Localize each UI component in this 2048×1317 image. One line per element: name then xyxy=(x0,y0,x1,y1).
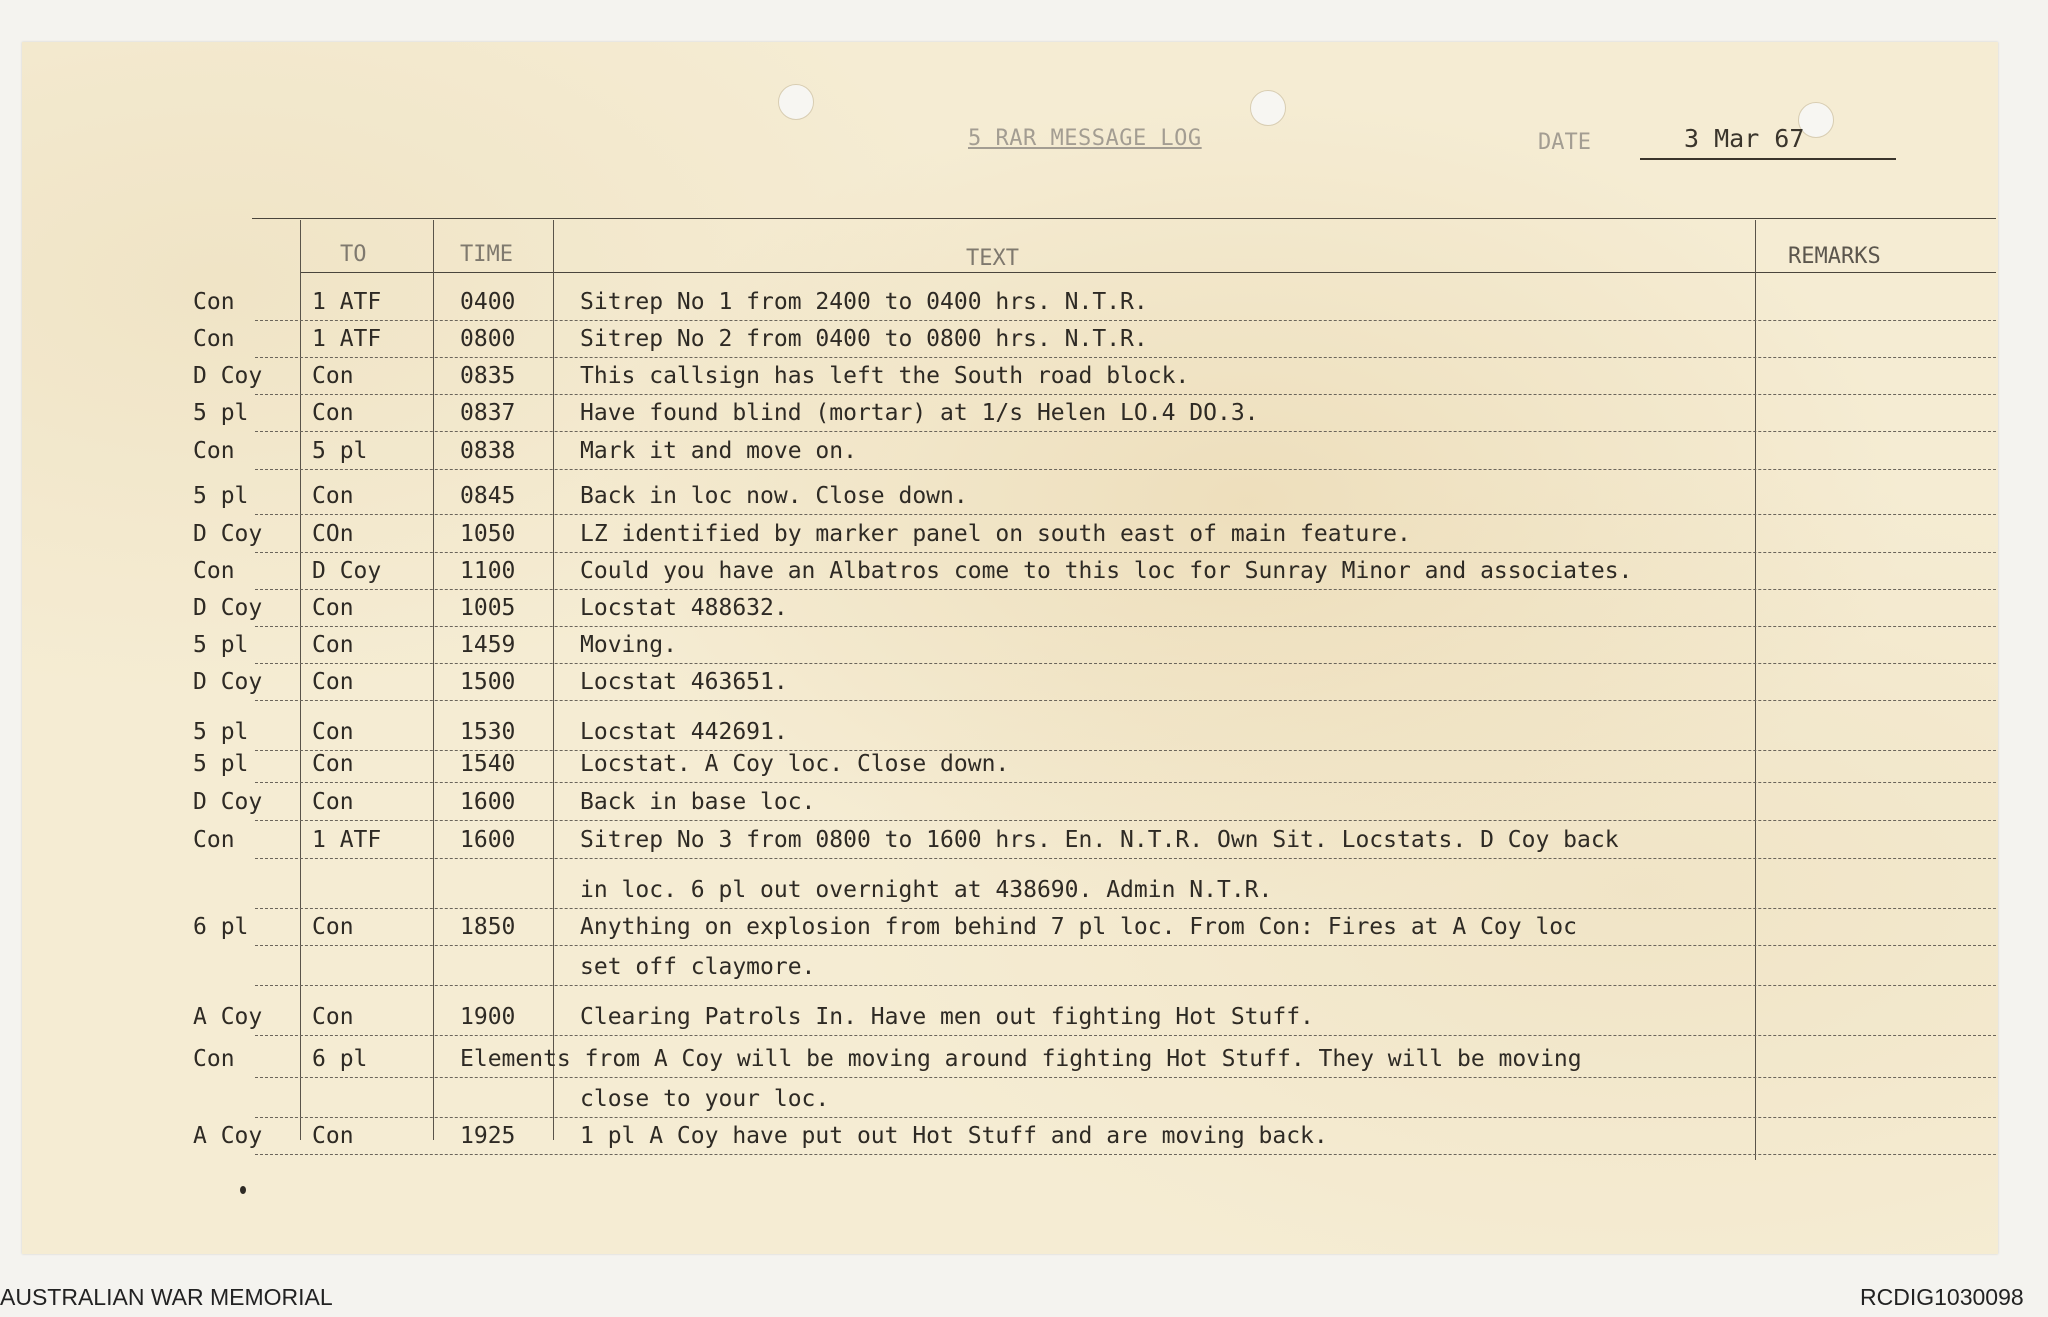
row-time: 0838 xyxy=(460,438,516,464)
row-text: Have found blind (mortar) at 1/s Helen LO.4 DO.3. xyxy=(580,400,1259,426)
row-from: Con xyxy=(193,827,235,853)
row-time: 1600 xyxy=(460,789,516,815)
row-text: Clearing Patrols In. Have men out fighting Hot Stuff. xyxy=(580,1004,1314,1030)
row-time: 1600 xyxy=(460,827,516,853)
row-time: 1050 xyxy=(460,521,516,547)
row-time: 0835 xyxy=(460,363,516,389)
row-text: Locstat 463651. xyxy=(580,669,788,695)
row-to: 1 ATF xyxy=(312,326,382,352)
row-from: D Coy xyxy=(193,669,263,695)
row-text: Elements from A Coy will be moving around fighting Hot Stuff. They will be moving xyxy=(460,1046,1582,1072)
row-to: 1 ATF xyxy=(312,827,382,853)
row-time: 1925 xyxy=(460,1123,516,1149)
row-to: Con xyxy=(312,1123,354,1149)
row-to: 6 pl xyxy=(312,1046,368,1072)
row-time: 0845 xyxy=(460,483,516,509)
row-text-continuation: in loc. 6 pl out overnight at 438690. Admin N.T.R. xyxy=(580,877,1273,903)
row-time: 1100 xyxy=(460,558,516,584)
row-text: 1 pl A Coy have put out Hot Stuff and are moving back. xyxy=(580,1123,1328,1149)
row-text: Locstat. A Coy loc. Close down. xyxy=(580,751,1010,777)
row-to: Con xyxy=(312,914,354,940)
row-text: Back in base loc. xyxy=(580,789,816,815)
row-text: Sitrep No 2 from 0400 to 0800 hrs. N.T.R. xyxy=(580,326,1148,352)
row-time: 0800 xyxy=(460,326,516,352)
row-text: Sitrep No 3 from 0800 to 1600 hrs. En. N.T.R. Own Sit. Locstats. D Coy back xyxy=(580,827,1619,853)
row-time: 1005 xyxy=(460,595,516,621)
punch-hole-middle xyxy=(1250,90,1286,126)
row-from: Con xyxy=(193,438,235,464)
row-to: Con xyxy=(312,632,354,658)
row-to: D Coy xyxy=(312,558,382,584)
footer-source: AUSTRALIAN WAR MEMORIAL xyxy=(0,1284,333,1310)
row-from: 5 pl xyxy=(193,719,249,745)
row-from: D Coy xyxy=(193,595,263,621)
row-from: Con xyxy=(193,1046,235,1072)
row-from: 5 pl xyxy=(193,400,249,426)
row-from: 6 pl xyxy=(193,914,249,940)
row-time: 1500 xyxy=(460,669,516,695)
column-header-time: TIME xyxy=(460,242,513,267)
row-text: Locstat 488632. xyxy=(580,595,788,621)
row-to: Con xyxy=(312,1004,354,1030)
row-from: A Coy xyxy=(193,1004,263,1030)
row-to: Con xyxy=(312,751,354,777)
row-from: Con xyxy=(193,326,235,352)
row-from: Con xyxy=(193,558,235,584)
row-text: Moving. xyxy=(580,632,677,658)
row-time: 0400 xyxy=(460,289,516,315)
row-time: 1540 xyxy=(460,751,516,777)
footer-id: RCDIG1030098 xyxy=(1860,1284,2024,1310)
column-header-to: TO xyxy=(340,242,367,267)
row-from: A Coy xyxy=(193,1123,263,1149)
row-text: Mark it and move on. xyxy=(580,438,857,464)
row-text: Locstat 442691. xyxy=(580,719,788,745)
row-text: Anything on explosion from behind 7 pl loc. From Con: Fires at A Coy loc xyxy=(580,914,1577,940)
row-time: 1459 xyxy=(460,632,516,658)
ink-dot xyxy=(240,1186,246,1194)
row-text: Back in loc now. Close down. xyxy=(580,483,968,509)
row-from: D Coy xyxy=(193,521,263,547)
row-to: Con xyxy=(312,400,354,426)
row-from: 5 pl xyxy=(193,751,249,777)
row-to: Con xyxy=(312,483,354,509)
column-header-remarks: REMARKS xyxy=(1788,244,1881,269)
row-text: Could you have an Albatros come to this loc for Sunray Minor and associates. xyxy=(580,558,1633,584)
row-time: 1530 xyxy=(460,719,516,745)
row-from: 5 pl xyxy=(193,483,249,509)
row-text: Sitrep No 1 from 2400 to 0400 hrs. N.T.R. xyxy=(580,289,1148,315)
row-to: COn xyxy=(312,521,354,547)
document-title: 5 RAR MESSAGE LOG xyxy=(968,126,1202,151)
row-to: Con xyxy=(312,719,354,745)
date-value: 3 Mar 67 xyxy=(1640,124,1896,160)
date-label: DATE xyxy=(1538,130,1591,155)
row-to: Con xyxy=(312,363,354,389)
row-to: 1 ATF xyxy=(312,289,382,315)
row-to: Con xyxy=(312,789,354,815)
row-text: LZ identified by marker panel on south east of main feature. xyxy=(580,521,1411,547)
row-from: 5 pl xyxy=(193,632,249,658)
row-text: This callsign has left the South road block. xyxy=(580,363,1190,389)
row-time: 0837 xyxy=(460,400,516,426)
row-to: Con xyxy=(312,669,354,695)
row-from: D Coy xyxy=(193,789,263,815)
row-from: D Coy xyxy=(193,363,263,389)
punch-hole-left xyxy=(778,84,814,120)
row-from: Con xyxy=(193,289,235,315)
row-time: 1850 xyxy=(460,914,516,940)
column-header-text: TEXT xyxy=(966,246,1019,271)
row-time: 1900 xyxy=(460,1004,516,1030)
row-to: Con xyxy=(312,595,354,621)
row-text-continuation: close to your loc. xyxy=(580,1086,830,1112)
row-to: 5 pl xyxy=(312,438,368,464)
row-text-continuation: set off claymore. xyxy=(580,954,816,980)
